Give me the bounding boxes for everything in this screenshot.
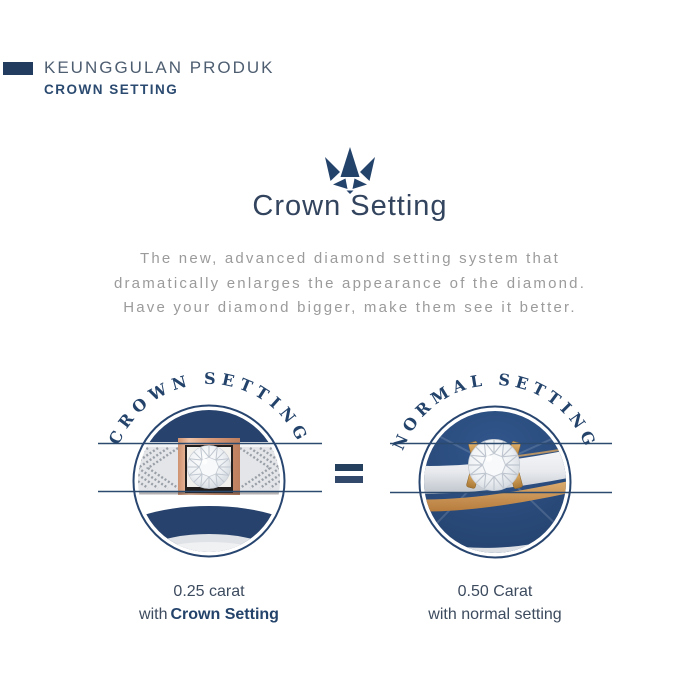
description: [0, 247, 700, 321]
equals-sign: [335, 464, 363, 483]
header-subtitle: CROWN SETTING: [44, 82, 179, 97]
page-title: Crown Setting: [252, 190, 448, 222]
crown-icon: [321, 147, 379, 194]
caption-left-line2: [86, 603, 332, 626]
description-line: The new, advanced diamond setting system that: [139, 250, 561, 267]
caption-left-bold: Crown Setting: [170, 606, 279, 623]
caption-right: [372, 580, 618, 626]
arc-label-right: NORMAL SETTING: [388, 369, 602, 453]
arc-label-left: CROWN SETTING: [104, 368, 314, 448]
caption-left-prefix: with: [139, 606, 168, 623]
equals-bar: [335, 464, 363, 471]
crown-setting-ring-image: [86, 362, 332, 568]
description-line: Have your diamond bigger, make them see it better.: [123, 299, 577, 316]
carat-right: 0.50 Carat: [457, 583, 533, 600]
header-eyebrow: KEUNGGULAN PRODUK: [44, 58, 275, 77]
description-line: dramatically enlarges the appearance of the diamond.: [113, 274, 587, 292]
normal-setting-ring-image: [372, 362, 618, 568]
caption-right-line2: with normal setting: [428, 606, 562, 623]
header-accent-bar: [3, 62, 33, 75]
carat-left: 0.25 carat: [173, 583, 245, 600]
caption-left: [86, 580, 332, 626]
equals-bar: [335, 476, 363, 483]
